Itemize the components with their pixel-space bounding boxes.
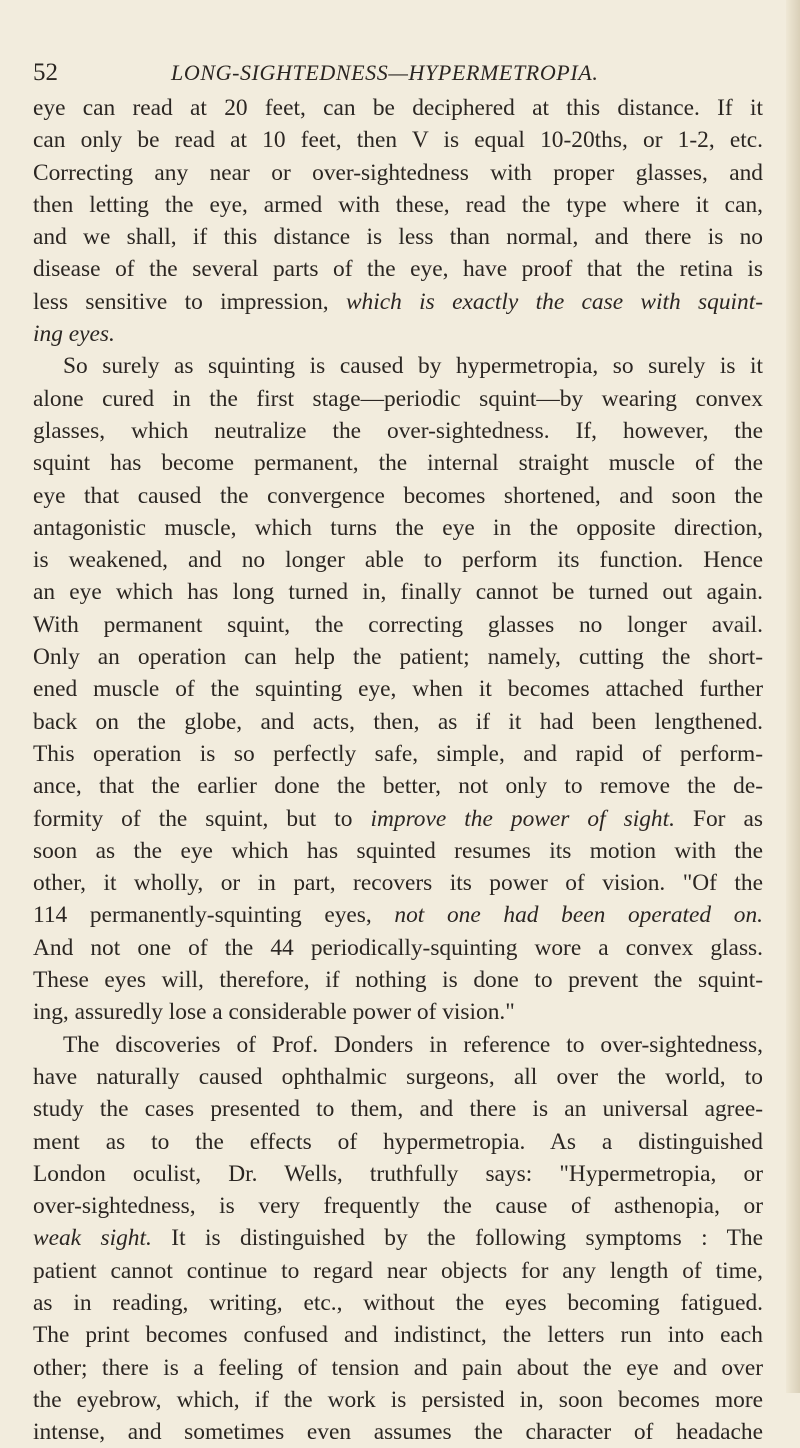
text-run: Correcting any near or over-sightedness with proper glasses, and <box>33 159 763 186</box>
text-line <box>33 641 763 673</box>
text-line <box>33 253 763 285</box>
text-line <box>33 447 763 479</box>
text-run: London oculist, Dr. Wells, truthfully says: "Hypermetropia, or <box>33 1160 763 1187</box>
text-line <box>33 1093 763 1125</box>
text-run: 114 permanently-squinting eyes, <box>33 902 395 929</box>
text-line <box>33 157 763 189</box>
text-line <box>33 286 763 318</box>
text-run: ing, assuredly lose a considerable power of vision." <box>33 999 515 1026</box>
text-run: as in reading, writing, etc., without the eyes becoming fatigued. <box>33 1289 763 1316</box>
text-run: other; there is a feeling of tension and pain about the eye and over <box>33 1354 763 1381</box>
text-run: then letting the eye, armed with these, read the type where it can, <box>33 191 763 218</box>
page-header <box>33 58 763 88</box>
text-line <box>33 673 763 705</box>
text-run: These eyes will, therefore, if nothing is done to prevent the squint- <box>33 967 763 994</box>
text-run: glasses, which neutralize the over-sightedness. If, however, the <box>33 417 763 444</box>
text-run: and we shall, if this distance is less than normal, and there is no <box>33 224 763 251</box>
text-run: the eyebrow, which, if the work is persisted in, soon becomes more <box>33 1386 763 1413</box>
text-run: can only be read at 10 feet, then V is equal 10-20ths, or 1-2, etc. <box>33 127 763 154</box>
text-line <box>33 124 763 156</box>
text-line <box>33 1352 763 1384</box>
text-line <box>33 480 763 512</box>
text-line <box>33 770 763 802</box>
text-line <box>33 350 763 382</box>
text-line <box>33 221 763 253</box>
text-line <box>33 383 763 415</box>
text-run: For as <box>674 805 763 832</box>
text-line <box>33 706 763 738</box>
text-line <box>33 576 763 608</box>
text-line <box>33 1255 763 1287</box>
text-run: have naturally caused ophthalmic surgeons, all over the world, to <box>33 1063 763 1090</box>
text-run: The discoveries of Prof. Donders in reference to over-sightedness, <box>63 1031 763 1058</box>
text-line <box>33 544 763 576</box>
italic-text: weak sight. <box>33 1225 152 1252</box>
text-run: is weakened, and no longer able to perform its function. Hence <box>33 547 763 574</box>
text-run: formity of the squint, but to <box>33 805 371 832</box>
page-number: 52 <box>33 59 58 86</box>
text-line <box>33 92 763 124</box>
text-line <box>33 803 763 835</box>
text-run: ened muscle of the squinting eye, when it becomes attached further <box>33 676 763 703</box>
text-run: eye that caused the convergence becomes shortened, and soon the <box>33 482 763 509</box>
running-head: LONG-SIGHTEDNESS—HYPERMETROPIA. <box>171 60 599 85</box>
text-line <box>33 512 763 544</box>
text-run: patient cannot continue to regard near objects for any length of time, <box>33 1257 763 1284</box>
text-line <box>33 996 763 1028</box>
italic-text: not one had been operated on. <box>394 902 763 929</box>
italic-text: improve the power of sight. <box>370 805 675 832</box>
text-line <box>33 1126 763 1158</box>
text-line <box>33 835 763 867</box>
text-line <box>33 1061 763 1093</box>
text-line <box>33 609 763 641</box>
text-run: squint has become permanent, the internal straight muscle of the <box>33 450 763 477</box>
text-line <box>33 415 763 447</box>
text-run: The print becomes confused and indistinct, the letters run into each <box>33 1322 763 1349</box>
text-line <box>33 1222 763 1254</box>
text-run: And not one of the 44 periodically-squinting wore a convex glass. <box>33 934 763 961</box>
text-run: eye can read at 20 feet, can be deciphered at this distance. If it <box>33 95 763 121</box>
text-line <box>33 899 763 931</box>
italic-text: ing eyes. <box>33 321 115 348</box>
text-line <box>33 1029 763 1061</box>
text-line <box>33 1319 763 1351</box>
text-run: Only an operation can help the patient; namely, cutting the short- <box>33 644 763 671</box>
text-line <box>33 1287 763 1319</box>
text-line <box>33 1190 763 1222</box>
text-run: alone cured in the first stage—periodic squint—by wearing convex <box>33 385 763 412</box>
text-line <box>33 1384 763 1416</box>
text-run: ment as to the effects of hypermetropia. As a distinguished <box>33 1128 763 1155</box>
page-edge <box>786 0 800 1393</box>
text-line <box>33 867 763 899</box>
text-run: over-sightedness, is very frequently the cause of asthenopia, or <box>33 1193 763 1220</box>
text-run: ance, that the earlier done the better, not only to remove the de- <box>33 773 763 800</box>
text-run: antagonistic muscle, which turns the eye in the opposite direction, <box>33 514 763 541</box>
text-run: intense, and sometimes even assumes the character of headache <box>33 1419 763 1446</box>
text-line <box>33 738 763 770</box>
text-line <box>33 189 763 221</box>
text-run: This operation is so perfectly safe, simple, and rapid of perform- <box>33 740 763 767</box>
text-line <box>33 318 763 350</box>
text-line <box>33 932 763 964</box>
text-run: soon as the eye which has squinted resumes its motion with the <box>33 837 763 864</box>
text-run: It is distinguished by the following symptoms : The <box>151 1225 763 1252</box>
text-line <box>33 1158 763 1190</box>
text-line <box>33 964 763 996</box>
text-run: disease of the several parts of the eye, have proof that the retina is <box>33 256 763 283</box>
text-run: less sensitive to impression, <box>33 288 346 315</box>
text-run: other, it wholly, or in part, recovers its power of vision. "Of the <box>33 870 763 897</box>
text-run: So surely as squinting is caused by hypermetropia, so surely is it <box>63 353 763 380</box>
text-run: back on the globe, and acts, then, as if it had been lengthened. <box>33 708 763 735</box>
body-text <box>33 92 763 1448</box>
text-run: study the cases presented to them, and there is an universal agree- <box>33 1096 763 1123</box>
text-line <box>33 1416 763 1448</box>
text-run: With permanent squint, the correcting glasses no longer avail. <box>33 611 763 638</box>
italic-text: which is exactly the case with squint- <box>345 288 764 315</box>
text-run: an eye which has long turned in, finally cannot be turned out again. <box>33 579 763 606</box>
